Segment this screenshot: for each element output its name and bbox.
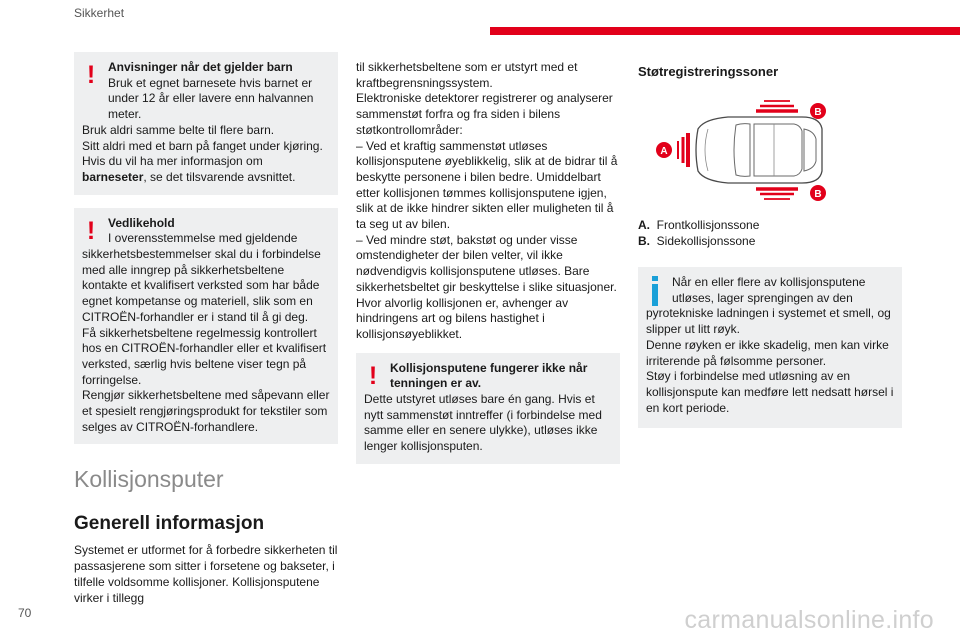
- maintenance-paragraph: I overensstemmelse med gjeldende sikkerhetsbestemmelser skal du i forbindelse med alle inngrep på sikkerhetsbeltene kontakte et kvalifisert verksted som har både egnet kompetanse og materiell, slik som en CITROËN-forhandler er i stand til å gi deg.: [82, 231, 321, 324]
- warning-reference: [82, 154, 330, 185]
- warning-box-title: Vedlikehold: [108, 215, 175, 230]
- marker-b-bottom: [810, 185, 826, 201]
- warning-box-ignition: [356, 353, 620, 464]
- legend-key: B.: [638, 234, 650, 248]
- section-title: Kollisjonsputer: [74, 466, 224, 493]
- warning-icon: !: [368, 361, 378, 390]
- warning-box-title: Anvisninger når det gjelder barn: [108, 60, 293, 74]
- warning-box-maintenance: [74, 208, 338, 445]
- impact-zones-diagram: [638, 89, 902, 209]
- marker-b-label: B: [814, 189, 822, 200]
- legend-text: Frontkollisjonssone: [656, 218, 760, 232]
- subsection-title: Generell informasjon: [74, 513, 265, 535]
- front-zone-arrows: [678, 133, 688, 167]
- car-outline: [696, 117, 822, 183]
- intro-paragraph: Systemet er utformet for å forbedre sikkerheten til passasjerene som sitter i forsetene og bakseter, i tilfelle voldsomme kollisjoner. Kollisjonsputene virker i tillegg: [74, 543, 338, 605]
- warning-icon: !: [86, 61, 96, 89]
- column-left: [74, 52, 338, 606]
- car-topview-svg: [638, 89, 902, 209]
- marker-a-label: A: [660, 146, 668, 157]
- side-zone-arrows-top: [756, 101, 798, 111]
- warning-line: Sitt aldri med et barn på fanget under kjøring.: [82, 138, 323, 153]
- maintenance-paragraph: Få sikkerhetsbeltene regelmessig kontrollert hos en CITROËN-forhandler eller et kvalifisert verksted, særlig hvis beltene viser tegn på forringelse.: [82, 325, 327, 387]
- marker-b-top: [810, 103, 826, 119]
- legend-key: A.: [638, 218, 650, 232]
- diagram-legend: [638, 217, 902, 249]
- warning-line: Bruk et egnet barnesete hvis barnet er under 12 år eller lavere enn halvannen meter.: [108, 75, 314, 122]
- marker-a: [656, 142, 672, 158]
- warning-line: Bruk aldri samme belte til flere barn.: [82, 122, 275, 137]
- maintenance-paragraph: Rengjør sikkerhetsbeltene med såpevann eller et spesielt rengjøringsprodukt for tekstiler som selges av CITROËN-forhandlere.: [82, 388, 330, 434]
- header-accent-bar: [490, 27, 960, 35]
- reference-text: , se det tilsvarende avsnittet.: [143, 169, 296, 184]
- warning-box-children: [74, 52, 338, 195]
- info-paragraph: Støy i forbindelse med utløsning av en kollisjonspute kan medføre lett nedsatt hørsel i en kort periode.: [646, 369, 894, 415]
- info-paragraph: Denne røyken er ikke skadelig, men kan virke irriterende på følsomme personer.: [646, 337, 889, 368]
- side-zone-arrows-bottom: [756, 189, 798, 199]
- body-paragraph: – Ved et kraftig sammenstøt utløses kollisjonsputene øyeblikkelig, slik at de bidrar til å beskytte personene i bilen bedre. Umiddelbart etter kollisjonen tømmes kollisjonsputene igjen, slik at de ikke hindrer sikten eller muligheten til å ta seg ut av bilen.: [356, 138, 618, 232]
- header-section-title: Sikkerhet: [74, 6, 125, 20]
- body-paragraph: – Ved mindre støt, bakstøt og under visse omstendigheter der bilen velter, vil ikke nødvendigvis kollisjonsputene utløses. Bare sikkerhetsbeltet gir beskyttelse i slike situasjoner.: [356, 232, 617, 294]
- legend-text: Sidekollisjonssone: [656, 234, 756, 248]
- zones-heading: Støtregistreringssoner: [638, 64, 779, 79]
- column-right: [638, 58, 902, 441]
- reference-text: Hvis du vil ha mer informasjon om: [82, 154, 263, 169]
- info-paragraph: Når en eller flere av kollisjonsputene utløses, lager sprengingen av den pyrotekniske ladningen i systemet et smell, og slipper ut litt røyk.: [646, 275, 891, 337]
- body-paragraph: Elektroniske detektorer registrerer og analyserer sammenstøt forfra og fra siden i bilens støtkontrollområder:: [356, 91, 613, 137]
- warning-text: Dette utstyret utløses bare én gang. Hvis et nytt sammenstøt inntreffer (i forbindelse med samme eller en senere ulykke), utløses ikke lenger kollisjonsputen.: [364, 392, 602, 454]
- warning-box-title: Kollisjonsputene fungerer ikke når tenningen er av.: [390, 360, 588, 391]
- body-paragraph: til sikkerhetsbeltene som er utstyrt med et kraftbegrensningssystem.: [356, 60, 578, 90]
- warning-icon: !: [86, 216, 96, 245]
- marker-b-label: B: [814, 107, 822, 118]
- reference-keyword: barneseter: [82, 169, 144, 184]
- watermark: carmanualsonline.info: [684, 606, 934, 634]
- column-middle: [356, 60, 620, 477]
- body-paragraph: Hvor alvorlig kollisjonen er, avhenger av hindringens art og bilens hastighet i kollisjonsøyeblikket.: [356, 295, 569, 341]
- page-number: 70: [18, 606, 32, 620]
- info-icon: [646, 276, 664, 306]
- legend-item: [638, 233, 902, 249]
- legend-item: [638, 217, 902, 233]
- info-box-deployment: [638, 267, 902, 428]
